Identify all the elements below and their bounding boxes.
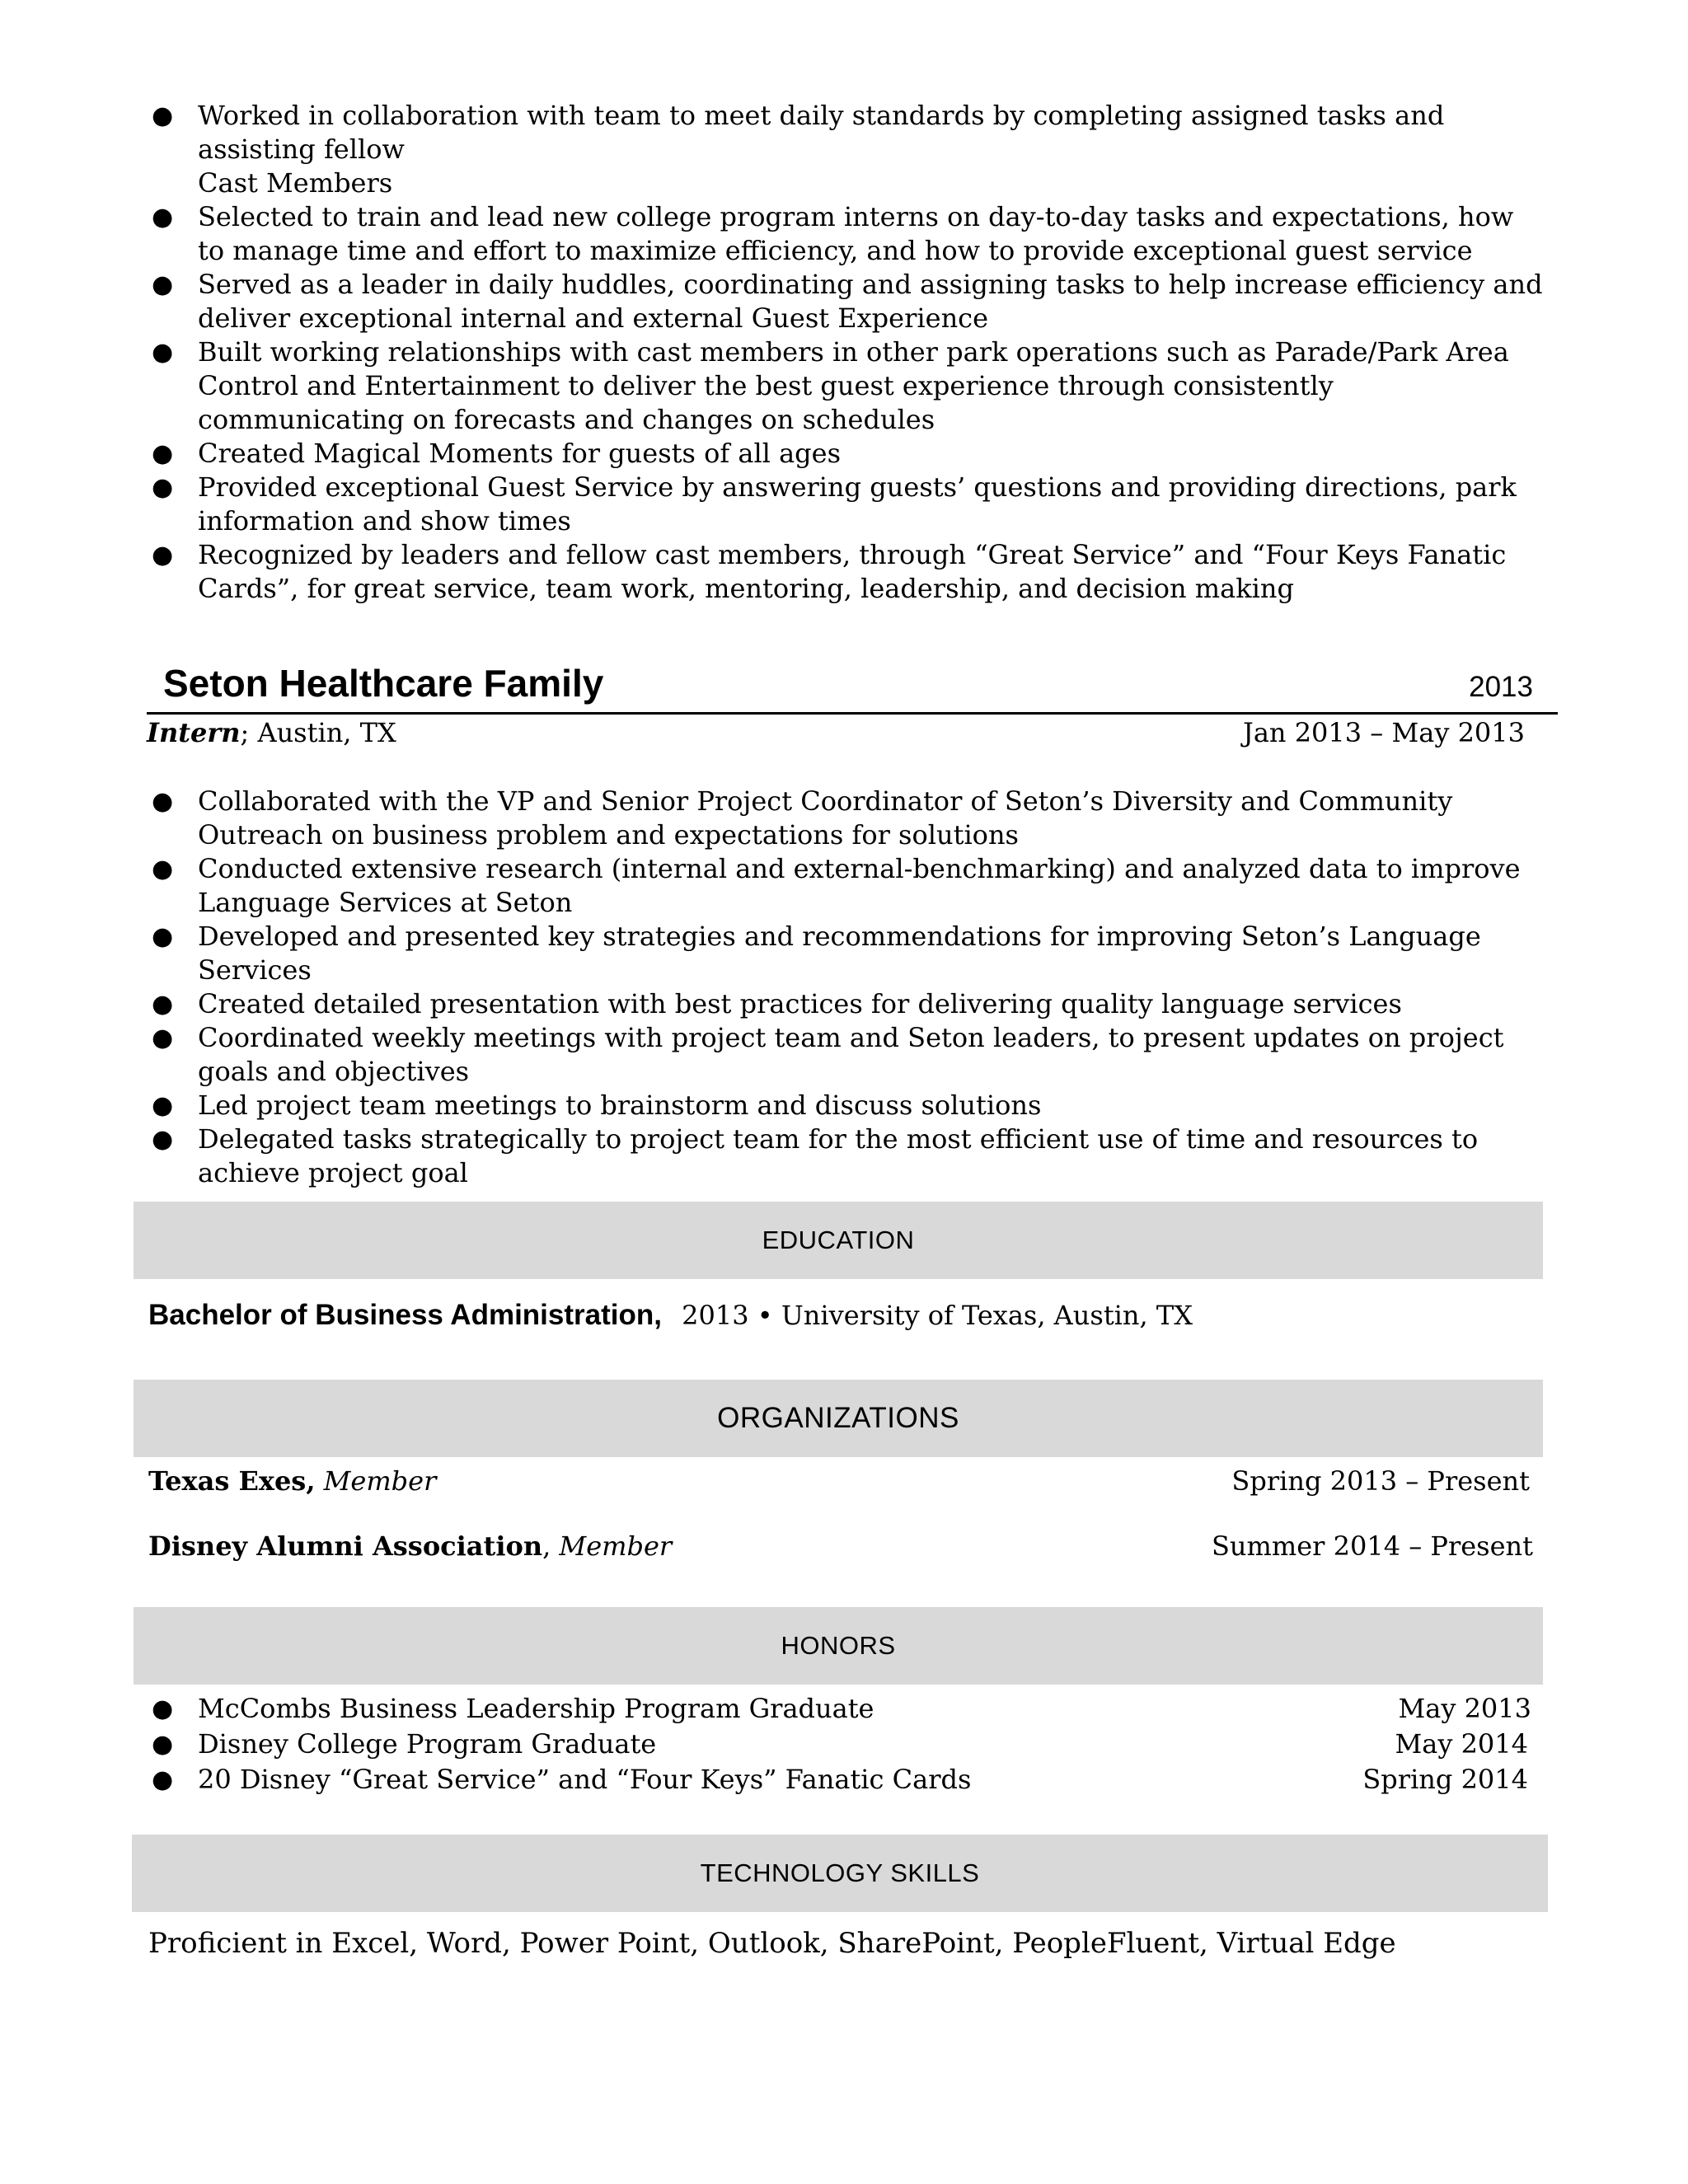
education-heading: EDUCATION [134, 1202, 1543, 1279]
organization-row: Disney Alumni Association, Member Summer 2014 – Present [148, 1530, 1533, 1562]
list-item: ● Developed and presented key strategies and recommendations for improving Seton’s Language Services [152, 921, 1481, 986]
disney-bullet-list [147, 99, 1548, 606]
list-item: ● Recognized by leaders and fellow cast members, through “Great Service” and “Four Keys Fanatic Cards”, for great service, team work, mentoring, leadership, and decision making [152, 539, 1507, 604]
list-item: ● Created Magical Moments for guests of all ages [152, 438, 841, 469]
seton-role: Intern [147, 717, 241, 748]
organization-row [148, 1465, 1533, 1497]
organization-name: Texas Exes, [148, 1465, 316, 1497]
organizations-heading: ORGANIZATIONS [134, 1380, 1543, 1457]
technology-skills-text: Proficient in Excel, Word, Power Point, Outlook, SharePoint, PeopleFluent, Virtual Edge [148, 1927, 1396, 1960]
seton-year: 2013 [1469, 671, 1533, 703]
list-item: ● Coordinated weekly meetings with project team and Seton leaders, to present updates on project goals and objectives [152, 1022, 1504, 1087]
seton-dates: Jan 2013 – May 2013 [1243, 717, 1525, 748]
list-item: ● Created detailed presentation with best practices for delivering quality language services [152, 988, 1402, 1019]
list-item: ● Led project team meetings to brainstorm and discuss solutions [152, 1090, 1042, 1121]
list-item: ● Disney College Program Graduate May 2014 [152, 1728, 1528, 1760]
organization-dates: Summer 2014 – Present [1212, 1530, 1533, 1562]
list-item: Cast Members [198, 167, 393, 199]
education-details: 2013 • University of Texas, Austin, TX [682, 1300, 1193, 1331]
organization-dates: Spring 2013 – Present [1231, 1465, 1530, 1497]
list-item: ● Served as a leader in daily huddles, coordinating and assigning tasks to help increase efficiency and deliver exceptional internal and external Guest Experience [152, 269, 1543, 334]
organization-role: Member [559, 1530, 673, 1562]
list-item: ● Built working relationships with cast members in other park operations such as Parade/Park Area Control and Entertainment to deliver the best guest experience through consistently communicating on forecasts and changes on schedules [152, 336, 1509, 435]
list-item: ● 20 Disney “Great Service” and “Four Keys” Fanatic Cards Spring 2014 [152, 1764, 1528, 1795]
list-item: ● McCombs Business Leadership Program Graduate May 2013 [152, 1693, 1531, 1724]
seton-location: ; Austin, TX [240, 717, 396, 748]
seton-org-name: Seton Healthcare Family [163, 662, 604, 705]
technology-heading: TECHNOLOGY SKILLS [132, 1835, 1548, 1912]
seton-entry-header [147, 661, 1550, 760]
seton-role-line [147, 717, 1550, 748]
list-item: ● Collaborated with the VP and Senior Project Coordinator of Seton’s Diversity and Community Outreach on business problem and expectations for solutions [152, 785, 1453, 851]
honors-heading: HONORS [134, 1607, 1543, 1685]
list-item: ● Selected to train and lead new college program interns on day-to-day tasks and expectations, how to manage time and effort to maximize efficiency, and how to provide exceptional guest service [152, 201, 1514, 266]
honors-list [147, 1691, 1531, 1797]
seton-bullet-list [147, 785, 1548, 1190]
list-item: ● Conducted extensive research (internal and external-benchmarking) and analyzed data to improve Language Services at Seton [152, 853, 1521, 918]
degree: Bachelor of Business Administration, [148, 1299, 662, 1331]
organization-role: Member [323, 1465, 437, 1497]
header-divider [147, 712, 1558, 715]
education-row [148, 1299, 1533, 1332]
list-item: ● Worked in collaboration with team to meet daily standards by completing assigned tasks and assisting fellow [152, 100, 1445, 165]
list-item: ● Provided exceptional Guest Service by answering guests’ questions and providing directions, park information and show times [152, 471, 1517, 537]
list-item: ● Delegated tasks strategically to project team for the most efficient use of time and resources to achieve project goal [152, 1123, 1479, 1188]
organization-name: Disney Alumni Association [148, 1530, 543, 1562]
